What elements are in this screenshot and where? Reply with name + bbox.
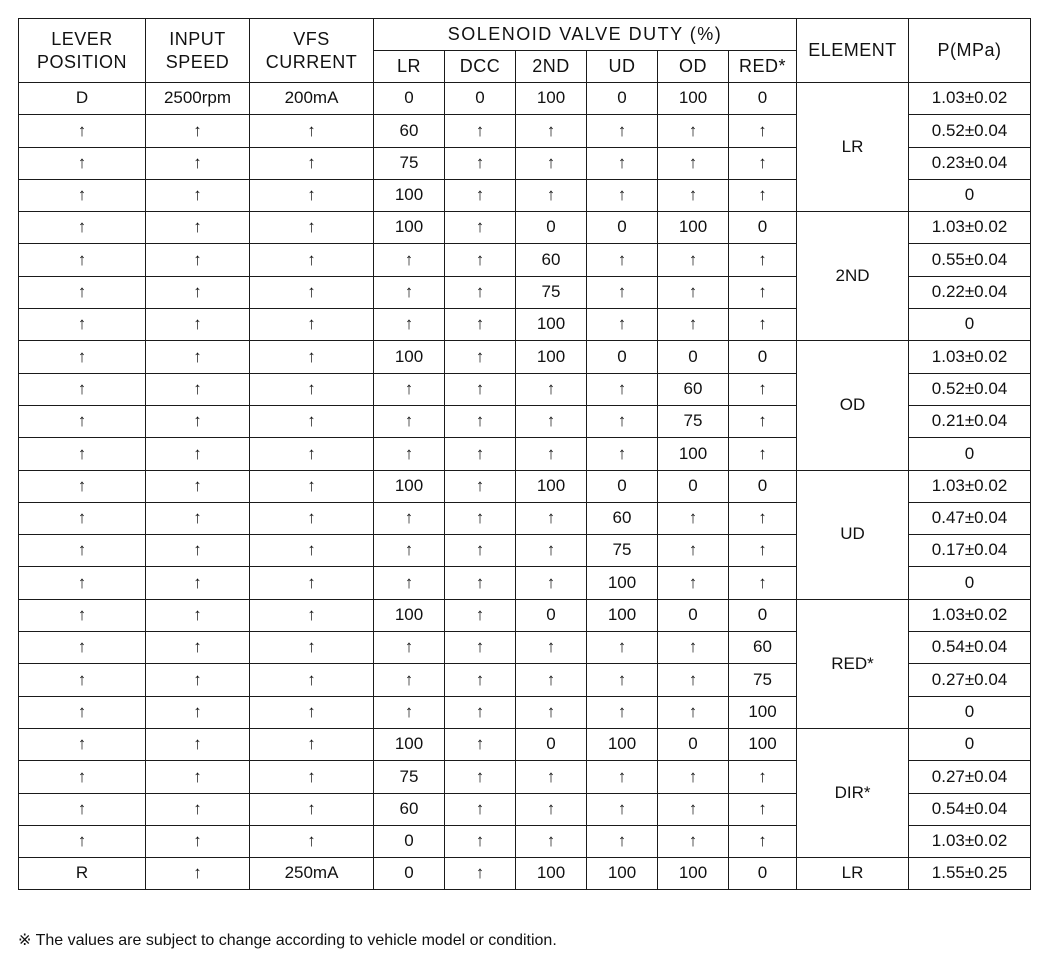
- cell-lever-position: ↑: [19, 567, 146, 599]
- cell-element: 2ND: [797, 212, 909, 341]
- cell-lever-position: ↑: [19, 502, 146, 534]
- cell-pressure: 1.03±0.02: [909, 212, 1031, 244]
- cell-vfs-current: ↑: [250, 373, 374, 405]
- cell-vfs-current: ↑: [250, 728, 374, 760]
- cell-lever-position: ↑: [19, 470, 146, 502]
- cell-red-duty: 60: [729, 632, 797, 664]
- cell-2nd-duty: ↑: [516, 567, 587, 599]
- header-solenoid-2nd: 2ND: [516, 51, 587, 83]
- cell-2nd-duty: ↑: [516, 438, 587, 470]
- cell-od-duty: ↑: [658, 567, 729, 599]
- cell-pressure: 0.47±0.04: [909, 502, 1031, 534]
- cell-input-speed: ↑: [146, 793, 250, 825]
- cell-dcc-duty: ↑: [445, 373, 516, 405]
- cell-red-duty: 0: [729, 858, 797, 890]
- cell-red-duty: ↑: [729, 405, 797, 437]
- cell-2nd-duty: 0: [516, 599, 587, 631]
- cell-input-speed: ↑: [146, 632, 250, 664]
- cell-pressure: 0.52±0.04: [909, 115, 1031, 147]
- cell-input-speed: ↑: [146, 502, 250, 534]
- cell-vfs-current: ↑: [250, 179, 374, 211]
- cell-input-speed: ↑: [146, 567, 250, 599]
- cell-dcc-duty: ↑: [445, 276, 516, 308]
- cell-dcc-duty: ↑: [445, 309, 516, 341]
- document: [18, 18, 1030, 890]
- cell-red-duty: 0: [729, 599, 797, 631]
- table-row: [19, 599, 1031, 631]
- cell-input-speed: ↑: [146, 761, 250, 793]
- cell-ud-duty: ↑: [587, 664, 658, 696]
- cell-ud-duty: 0: [587, 341, 658, 373]
- cell-od-duty: ↑: [658, 115, 729, 147]
- cell-lr-duty: 100: [374, 341, 445, 373]
- cell-ud-duty: ↑: [587, 309, 658, 341]
- cell-ud-duty: 100: [587, 599, 658, 631]
- cell-vfs-current: ↑: [250, 470, 374, 502]
- cell-dcc-duty: ↑: [445, 405, 516, 437]
- cell-lr-duty: 0: [374, 858, 445, 890]
- cell-2nd-duty: 100: [516, 341, 587, 373]
- cell-red-duty: 0: [729, 470, 797, 502]
- cell-lr-duty: 0: [374, 825, 445, 857]
- cell-ud-duty: ↑: [587, 438, 658, 470]
- cell-od-duty: 75: [658, 405, 729, 437]
- cell-lever-position: ↑: [19, 696, 146, 728]
- cell-od-duty: 100: [658, 858, 729, 890]
- header-input-speed: [146, 19, 250, 83]
- cell-2nd-duty: ↑: [516, 793, 587, 825]
- cell-lever-position: D: [19, 83, 146, 115]
- cell-dcc-duty: ↑: [445, 567, 516, 599]
- cell-red-duty: 0: [729, 341, 797, 373]
- cell-od-duty: 0: [658, 341, 729, 373]
- cell-lr-duty: ↑: [374, 309, 445, 341]
- cell-vfs-current: ↑: [250, 115, 374, 147]
- cell-dcc-duty: ↑: [445, 664, 516, 696]
- cell-input-speed: ↑: [146, 309, 250, 341]
- cell-pressure: 0: [909, 309, 1031, 341]
- cell-2nd-duty: ↑: [516, 535, 587, 567]
- cell-vfs-current: ↑: [250, 599, 374, 631]
- cell-pressure: 0.27±0.04: [909, 761, 1031, 793]
- cell-lever-position: ↑: [19, 309, 146, 341]
- cell-red-duty: ↑: [729, 535, 797, 567]
- cell-od-duty: ↑: [658, 696, 729, 728]
- cell-dcc-duty: ↑: [445, 535, 516, 567]
- cell-pressure: 0.54±0.04: [909, 632, 1031, 664]
- cell-ud-duty: ↑: [587, 825, 658, 857]
- cell-lr-duty: 100: [374, 179, 445, 211]
- cell-dcc-duty: ↑: [445, 728, 516, 760]
- header-vfs-current-line2: CURRENT: [265, 51, 358, 72]
- cell-pressure: 1.03±0.02: [909, 470, 1031, 502]
- cell-red-duty: ↑: [729, 793, 797, 825]
- cell-dcc-duty: ↑: [445, 438, 516, 470]
- cell-vfs-current: ↑: [250, 502, 374, 534]
- cell-input-speed: ↑: [146, 858, 250, 890]
- cell-red-duty: ↑: [729, 147, 797, 179]
- cell-2nd-duty: ↑: [516, 664, 587, 696]
- cell-2nd-duty: 60: [516, 244, 587, 276]
- cell-od-duty: ↑: [658, 793, 729, 825]
- header-input-speed-line2: SPEED: [165, 51, 230, 72]
- cell-element: OD: [797, 341, 909, 470]
- cell-pressure: 0.27±0.04: [909, 664, 1031, 696]
- cell-lever-position: ↑: [19, 341, 146, 373]
- cell-lr-duty: 75: [374, 761, 445, 793]
- cell-pressure: 0.54±0.04: [909, 793, 1031, 825]
- header-solenoid-valve-duty: SOLENOID VALVE DUTY (%): [374, 19, 797, 51]
- header-vfs-current: [250, 19, 374, 83]
- header-lever-position: [19, 19, 146, 83]
- cell-dcc-duty: ↑: [445, 212, 516, 244]
- cell-red-duty: ↑: [729, 502, 797, 534]
- cell-vfs-current: ↑: [250, 567, 374, 599]
- table-header: [19, 19, 1031, 83]
- cell-red-duty: 0: [729, 212, 797, 244]
- table-row: [19, 858, 1031, 890]
- cell-lever-position: ↑: [19, 438, 146, 470]
- cell-vfs-current: ↑: [250, 405, 374, 437]
- cell-ud-duty: ↑: [587, 632, 658, 664]
- cell-lever-position: ↑: [19, 115, 146, 147]
- cell-lr-duty: ↑: [374, 438, 445, 470]
- cell-od-duty: 100: [658, 438, 729, 470]
- cell-od-duty: ↑: [658, 147, 729, 179]
- cell-input-speed: ↑: [146, 115, 250, 147]
- cell-vfs-current: ↑: [250, 147, 374, 179]
- header-solenoid-dcc: DCC: [445, 51, 516, 83]
- cell-ud-duty: 100: [587, 858, 658, 890]
- cell-lever-position: ↑: [19, 244, 146, 276]
- cell-vfs-current: 200mA: [250, 83, 374, 115]
- cell-od-duty: ↑: [658, 244, 729, 276]
- cell-ud-duty: ↑: [587, 405, 658, 437]
- cell-lever-position: ↑: [19, 825, 146, 857]
- cell-vfs-current: ↑: [250, 761, 374, 793]
- header-vfs-current-line1: VFS: [293, 29, 330, 49]
- cell-red-duty: ↑: [729, 115, 797, 147]
- cell-input-speed: ↑: [146, 276, 250, 308]
- cell-pressure: 0.23±0.04: [909, 147, 1031, 179]
- header-input-speed-line1: INPUT: [169, 29, 226, 49]
- cell-red-duty: 75: [729, 664, 797, 696]
- cell-od-duty: ↑: [658, 632, 729, 664]
- cell-pressure: 0.22±0.04: [909, 276, 1031, 308]
- cell-element: LR: [797, 858, 909, 890]
- cell-red-duty: 100: [729, 696, 797, 728]
- table-row: [19, 470, 1031, 502]
- cell-pressure: 1.03±0.02: [909, 825, 1031, 857]
- cell-red-duty: ↑: [729, 761, 797, 793]
- header-element: ELEMENT: [797, 19, 909, 83]
- cell-input-speed: ↑: [146, 728, 250, 760]
- cell-ud-duty: ↑: [587, 696, 658, 728]
- cell-lr-duty: ↑: [374, 567, 445, 599]
- cell-red-duty: 100: [729, 728, 797, 760]
- cell-lever-position: ↑: [19, 761, 146, 793]
- cell-pressure: 0.17±0.04: [909, 535, 1031, 567]
- cell-ud-duty: 0: [587, 83, 658, 115]
- cell-dcc-duty: ↑: [445, 502, 516, 534]
- cell-od-duty: 100: [658, 212, 729, 244]
- cell-vfs-current: ↑: [250, 632, 374, 664]
- cell-element: DIR*: [797, 728, 909, 857]
- cell-ud-duty: 75: [587, 535, 658, 567]
- cell-ud-duty: 0: [587, 470, 658, 502]
- header-pressure: P(MPa): [909, 19, 1031, 83]
- cell-pressure: 0: [909, 438, 1031, 470]
- cell-2nd-duty: ↑: [516, 761, 587, 793]
- cell-dcc-duty: ↑: [445, 858, 516, 890]
- cell-od-duty: 0: [658, 599, 729, 631]
- cell-od-duty: 0: [658, 470, 729, 502]
- cell-vfs-current: ↑: [250, 309, 374, 341]
- cell-ud-duty: ↑: [587, 147, 658, 179]
- cell-ud-duty: ↑: [587, 276, 658, 308]
- cell-input-speed: ↑: [146, 373, 250, 405]
- cell-pressure: 1.03±0.02: [909, 83, 1031, 115]
- cell-lr-duty: 100: [374, 212, 445, 244]
- cell-od-duty: 100: [658, 83, 729, 115]
- cell-dcc-duty: ↑: [445, 632, 516, 664]
- cell-input-speed: ↑: [146, 599, 250, 631]
- table-row: [19, 212, 1031, 244]
- cell-vfs-current: ↑: [250, 244, 374, 276]
- cell-lever-position: ↑: [19, 599, 146, 631]
- cell-vfs-current: ↑: [250, 793, 374, 825]
- cell-vfs-current: ↑: [250, 535, 374, 567]
- table-row: [19, 341, 1031, 373]
- cell-2nd-duty: 100: [516, 83, 587, 115]
- cell-input-speed: ↑: [146, 405, 250, 437]
- cell-element: LR: [797, 83, 909, 212]
- cell-lr-duty: 100: [374, 470, 445, 502]
- table-body: [19, 83, 1031, 890]
- cell-od-duty: ↑: [658, 502, 729, 534]
- cell-lr-duty: ↑: [374, 405, 445, 437]
- cell-ud-duty: ↑: [587, 761, 658, 793]
- cell-lr-duty: 100: [374, 599, 445, 631]
- cell-pressure: 0: [909, 179, 1031, 211]
- cell-lever-position: ↑: [19, 632, 146, 664]
- cell-lever-position: ↑: [19, 179, 146, 211]
- cell-lever-position: ↑: [19, 664, 146, 696]
- header-lever-position-line1: LEVER: [51, 29, 113, 49]
- cell-input-speed: ↑: [146, 696, 250, 728]
- cell-dcc-duty: ↑: [445, 696, 516, 728]
- cell-lever-position: ↑: [19, 373, 146, 405]
- cell-input-speed: ↑: [146, 470, 250, 502]
- cell-lr-duty: ↑: [374, 696, 445, 728]
- header-solenoid-od: OD: [658, 51, 729, 83]
- cell-pressure: 0.55±0.04: [909, 244, 1031, 276]
- cell-2nd-duty: ↑: [516, 696, 587, 728]
- cell-lr-duty: 100: [374, 728, 445, 760]
- cell-lever-position: ↑: [19, 212, 146, 244]
- cell-2nd-duty: 75: [516, 276, 587, 308]
- cell-2nd-duty: ↑: [516, 632, 587, 664]
- cell-od-duty: 0: [658, 728, 729, 760]
- cell-lr-duty: 60: [374, 115, 445, 147]
- cell-red-duty: ↑: [729, 825, 797, 857]
- header-solenoid-lr: LR: [374, 51, 445, 83]
- cell-red-duty: 0: [729, 83, 797, 115]
- cell-od-duty: ↑: [658, 535, 729, 567]
- cell-ud-duty: 60: [587, 502, 658, 534]
- cell-dcc-duty: ↑: [445, 244, 516, 276]
- cell-2nd-duty: ↑: [516, 825, 587, 857]
- header-solenoid-red: RED*: [729, 51, 797, 83]
- cell-vfs-current: ↑: [250, 212, 374, 244]
- cell-dcc-duty: ↑: [445, 341, 516, 373]
- cell-dcc-duty: ↑: [445, 115, 516, 147]
- cell-red-duty: ↑: [729, 373, 797, 405]
- cell-2nd-duty: ↑: [516, 502, 587, 534]
- cell-dcc-duty: ↑: [445, 793, 516, 825]
- cell-od-duty: ↑: [658, 825, 729, 857]
- cell-od-duty: ↑: [658, 309, 729, 341]
- cell-element: RED*: [797, 599, 909, 728]
- cell-lever-position: ↑: [19, 728, 146, 760]
- cell-dcc-duty: 0: [445, 83, 516, 115]
- cell-2nd-duty: 0: [516, 728, 587, 760]
- cell-lr-duty: ↑: [374, 276, 445, 308]
- cell-2nd-duty: ↑: [516, 405, 587, 437]
- cell-lr-duty: 60: [374, 793, 445, 825]
- cell-lever-position: ↑: [19, 405, 146, 437]
- cell-lever-position: ↑: [19, 147, 146, 179]
- cell-2nd-duty: 100: [516, 858, 587, 890]
- cell-input-speed: ↑: [146, 341, 250, 373]
- cell-od-duty: 60: [658, 373, 729, 405]
- cell-lever-position: ↑: [19, 793, 146, 825]
- cell-lr-duty: ↑: [374, 535, 445, 567]
- cell-2nd-duty: ↑: [516, 147, 587, 179]
- header-lever-position-line2: POSITION: [36, 51, 127, 72]
- header-solenoid-ud: UD: [587, 51, 658, 83]
- cell-od-duty: ↑: [658, 664, 729, 696]
- cell-ud-duty: ↑: [587, 179, 658, 211]
- cell-red-duty: ↑: [729, 244, 797, 276]
- cell-pressure: 1.03±0.02: [909, 599, 1031, 631]
- cell-red-duty: ↑: [729, 179, 797, 211]
- cell-dcc-duty: ↑: [445, 599, 516, 631]
- cell-input-speed: ↑: [146, 212, 250, 244]
- cell-vfs-current: ↑: [250, 825, 374, 857]
- cell-input-speed: ↑: [146, 825, 250, 857]
- cell-element: UD: [797, 470, 909, 599]
- cell-2nd-duty: 100: [516, 309, 587, 341]
- cell-pressure: 1.55±0.25: [909, 858, 1031, 890]
- cell-2nd-duty: ↑: [516, 373, 587, 405]
- cell-vfs-current: ↑: [250, 341, 374, 373]
- cell-input-speed: ↑: [146, 535, 250, 567]
- cell-red-duty: ↑: [729, 276, 797, 308]
- cell-od-duty: ↑: [658, 276, 729, 308]
- cell-vfs-current: 250mA: [250, 858, 374, 890]
- cell-red-duty: ↑: [729, 309, 797, 341]
- cell-ud-duty: 100: [587, 728, 658, 760]
- cell-pressure: 0.52±0.04: [909, 373, 1031, 405]
- cell-dcc-duty: ↑: [445, 179, 516, 211]
- cell-pressure: 0.21±0.04: [909, 405, 1031, 437]
- cell-red-duty: ↑: [729, 438, 797, 470]
- cell-vfs-current: ↑: [250, 438, 374, 470]
- cell-pressure: 1.03±0.02: [909, 341, 1031, 373]
- cell-input-speed: ↑: [146, 244, 250, 276]
- cell-vfs-current: ↑: [250, 696, 374, 728]
- footnote: ※ The values are subject to change according to vehicle model or condition.: [18, 932, 557, 949]
- cell-2nd-duty: 100: [516, 470, 587, 502]
- cell-2nd-duty: 0: [516, 212, 587, 244]
- cell-dcc-duty: ↑: [445, 825, 516, 857]
- cell-od-duty: ↑: [658, 179, 729, 211]
- cell-pressure: 0: [909, 728, 1031, 760]
- cell-ud-duty: 100: [587, 567, 658, 599]
- cell-input-speed: 2500rpm: [146, 83, 250, 115]
- cell-lever-position: R: [19, 858, 146, 890]
- cell-lr-duty: 75: [374, 147, 445, 179]
- cell-lever-position: ↑: [19, 276, 146, 308]
- cell-dcc-duty: ↑: [445, 761, 516, 793]
- cell-lr-duty: 0: [374, 83, 445, 115]
- cell-2nd-duty: ↑: [516, 115, 587, 147]
- cell-lr-duty: ↑: [374, 373, 445, 405]
- cell-dcc-duty: ↑: [445, 147, 516, 179]
- cell-lr-duty: ↑: [374, 664, 445, 696]
- cell-input-speed: ↑: [146, 664, 250, 696]
- cell-red-duty: ↑: [729, 567, 797, 599]
- cell-lr-duty: ↑: [374, 632, 445, 664]
- cell-vfs-current: ↑: [250, 664, 374, 696]
- cell-ud-duty: ↑: [587, 244, 658, 276]
- cell-od-duty: ↑: [658, 761, 729, 793]
- cell-2nd-duty: ↑: [516, 179, 587, 211]
- cell-lever-position: ↑: [19, 535, 146, 567]
- cell-input-speed: ↑: [146, 147, 250, 179]
- cell-vfs-current: ↑: [250, 276, 374, 308]
- cell-input-speed: ↑: [146, 179, 250, 211]
- cell-ud-duty: ↑: [587, 373, 658, 405]
- cell-lr-duty: ↑: [374, 502, 445, 534]
- cell-ud-duty: 0: [587, 212, 658, 244]
- cell-lr-duty: ↑: [374, 244, 445, 276]
- table-row: [19, 83, 1031, 115]
- cell-pressure: 0: [909, 696, 1031, 728]
- cell-ud-duty: ↑: [587, 793, 658, 825]
- cell-input-speed: ↑: [146, 438, 250, 470]
- cell-dcc-duty: ↑: [445, 470, 516, 502]
- cell-pressure: 0: [909, 567, 1031, 599]
- table-row: [19, 728, 1031, 760]
- cell-ud-duty: ↑: [587, 115, 658, 147]
- solenoid-duty-table: [18, 18, 1031, 890]
